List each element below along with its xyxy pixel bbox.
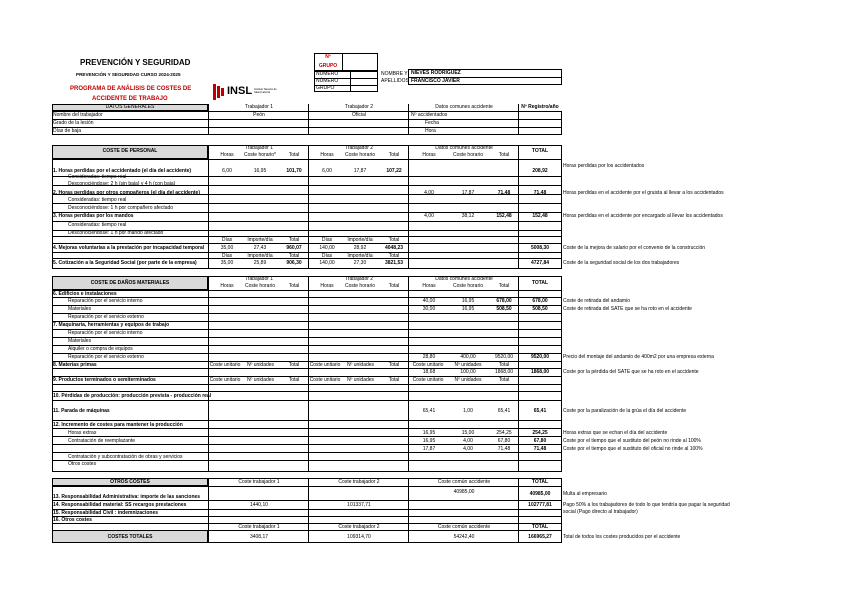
- r2-v2: 71,48: [497, 190, 511, 196]
- r13-v0: 40985,00: [453, 489, 475, 495]
- totals-label: COSTES TOTALES: [107, 534, 153, 540]
- otros-r16: 16. Otros costes: [53, 517, 92, 523]
- note-13: Coste por el tiempo que el sustituto del oficial no rinde al 100%: [563, 446, 703, 452]
- note-16: Total de todos los costes producidos por el accidente: [563, 534, 681, 540]
- name-2: FRANCISCO JAVIER: [411, 78, 460, 84]
- r12c-v2: 71,48: [497, 446, 511, 452]
- r3-total: 152,48: [532, 213, 548, 219]
- logo-sub: Instituto Navarro de Salud Laboral: [254, 88, 277, 94]
- r5-v0: 35,00: [220, 260, 234, 266]
- r4-v1: 27,43: [253, 245, 267, 251]
- r8-ut3: Total: [498, 362, 510, 368]
- otros-r13: 13. Responsabilidad Administrativa: importe de las sanciones: [53, 494, 201, 500]
- program-line2: ACCIDENTE DE TRABAJO: [92, 96, 168, 102]
- otros-c2b: Coste trabajador 2: [338, 524, 380, 530]
- danos-t1: Trabajador 1: [244, 276, 274, 282]
- name-label-2: APELLIDOS: [381, 78, 409, 84]
- pc-t1: Total: [288, 152, 300, 158]
- r11-v0: 65,41: [422, 408, 436, 414]
- dc-c1: Coste horario: [244, 283, 275, 289]
- r4-v4: 28,92: [353, 245, 367, 251]
- otros-c3b: Coste común accidente: [437, 524, 491, 530]
- logo-text: INSL: [227, 85, 253, 97]
- pc-h2: Horas: [320, 152, 334, 158]
- r9-uc3: Coste unitario: [412, 377, 444, 383]
- r1-v5: 107,22: [386, 168, 402, 174]
- r8-ut2: Total: [388, 362, 400, 368]
- r7d-v0: 28,80: [422, 354, 436, 360]
- personal-r4-label: 4. Mejoras voluntarias a la prestación por incapacidad temporal: [53, 245, 205, 251]
- danos-r6-a: Reparación por el servicio interno: [68, 298, 143, 304]
- r8-uc1: Coste unitario: [209, 362, 241, 368]
- r5-v4: 27,30: [353, 260, 367, 266]
- datos-row-nombre: Nombre del trabajador: [53, 112, 103, 118]
- totals-comun: 54242,40: [453, 534, 475, 540]
- datos-c-accidentados: Nº accidentados: [411, 112, 448, 118]
- note-12: Coste por el tiempo que el sustituto del peón no rinde al 100%: [563, 438, 701, 444]
- r1-v1: 16,95: [253, 168, 267, 174]
- datos-c-hora: Hora: [425, 128, 436, 134]
- r9-ut3: Total: [498, 377, 510, 383]
- personal-r3-b: Desconociéndose: 1 h por mando afectado: [68, 230, 164, 236]
- doc-title: PREVENCIÓN Y SEGURIDAD: [80, 58, 191, 67]
- r7d-total: 9520,00: [530, 354, 550, 360]
- danos-r7-b: Materiales: [68, 338, 92, 344]
- r9-un3: Nº unidades: [454, 377, 482, 383]
- r8-un1: Nº unidades: [246, 362, 275, 368]
- n-label: Nº: [325, 54, 331, 60]
- r3-v2: 152,48: [496, 213, 512, 219]
- otros-r15: 15. Responsabilidad Civil : indemnizaciones: [53, 510, 159, 516]
- r4-total: 5008,30: [530, 245, 550, 251]
- pc-t3: Total: [498, 152, 510, 158]
- personal-r3-label: 3. Horas perdidas por los mandos: [53, 213, 134, 219]
- pc-c1: Coste horario*: [244, 152, 276, 158]
- r8-total: 1868,00: [530, 369, 550, 375]
- dc-h2: Horas: [320, 283, 334, 289]
- note-3: Horas perdidas en el accidente por encargado al llevar los accidentados: [563, 213, 723, 219]
- r1-v3: 6,00: [322, 168, 332, 174]
- r9-uc2: Coste unitario: [309, 377, 341, 383]
- totals-grand: 166965,27: [528, 534, 552, 540]
- r11-v2: 65,41: [497, 408, 511, 414]
- field-grupo: GRUPO: [316, 85, 335, 91]
- danos-r12-a: Horas extras: [68, 430, 97, 436]
- dc-h3: Horas: [422, 283, 436, 289]
- r12a-v1: 15,00: [461, 430, 475, 436]
- danos-t2: Trabajador 2: [344, 276, 374, 282]
- r5-v3: 140,00: [319, 260, 335, 266]
- field-numero-2: NÚMERO: [316, 78, 339, 84]
- dias-i1: Importe/día: [247, 237, 273, 243]
- r6b-v0: 30,00: [422, 306, 436, 312]
- r12c-total: 71,48: [533, 446, 547, 452]
- danos-r11: 11. Parada de máquinas: [53, 408, 110, 414]
- r5-v2: 906,30: [286, 260, 302, 266]
- note-9: Coste por la pérdida del SATE que se ha roto en el accidente: [563, 369, 699, 375]
- danos-r6: 6. Edificios e instalaciones: [53, 291, 117, 297]
- r12a-total: 254,25: [532, 430, 548, 436]
- r8-v0: 18,68: [422, 369, 436, 375]
- dc-t3: Total: [498, 283, 510, 289]
- dc-c2: Coste horario: [344, 283, 375, 289]
- dias-h2: Días: [321, 237, 333, 243]
- dias2-t1: Total: [288, 253, 300, 259]
- danos-r7: 7. Maquinaria, herramientas y equipos de trabajo: [53, 322, 170, 328]
- pc-c3: Coste horario: [452, 152, 483, 158]
- personal-title: COSTE DE PERSONAL: [102, 148, 158, 154]
- note-5: Coste de la seguridad social de los dos trabajadores: [563, 260, 680, 266]
- name-1: NIEVES RODRIGUEZ: [411, 70, 461, 76]
- r8-uc3: Coste unitario: [412, 362, 444, 368]
- r8-un2: Nº unidades: [346, 362, 375, 368]
- r7d-v2: 9520,00: [494, 354, 514, 360]
- note-6: Coste de retirada del andamio: [563, 298, 630, 304]
- dias2-i1: Importe/día: [247, 253, 273, 259]
- r2-v1: 17,87: [461, 190, 475, 196]
- logo-mark-icon: [212, 83, 226, 101]
- r14-total: 102777,81: [528, 502, 552, 508]
- datos-registro: Nº Registro/año: [521, 104, 559, 110]
- insl-logo: [212, 83, 282, 101]
- dc-t2: Total: [388, 283, 400, 289]
- dias-h1: Días: [221, 237, 233, 243]
- personal-total: TOTAL: [531, 148, 549, 154]
- dias-t1: Total: [288, 237, 300, 243]
- r9-ut1: Total: [288, 377, 300, 383]
- danos-r8: 8. Materias primas: [53, 362, 97, 368]
- r11-v1: 1,00: [463, 408, 473, 414]
- r12a-v0: 16,95: [422, 430, 436, 436]
- otros-c1: Coste trabajador 1: [238, 479, 280, 485]
- course-label: PREVENCIÓN Y SEGURIDAD CURSO 2024-2025: [76, 72, 181, 77]
- datos-row-dias: Días de baja: [53, 128, 82, 134]
- r4-v2: 960,07: [286, 245, 302, 251]
- r8-v1: 100,00: [460, 369, 476, 375]
- group-label: GRUPO: [318, 63, 338, 69]
- dias-t2: Total: [388, 237, 400, 243]
- datos-title: DATOS GENERALES: [105, 104, 155, 110]
- note-11: Horas extras que se echan el día del accidente: [563, 430, 668, 436]
- note-10: Coste por la paralización de la grúa el día del accidente: [563, 408, 687, 414]
- dias2-h2: Días: [321, 253, 333, 259]
- program-line1: PROGRAMA DE ANÁLISIS DE COSTES DE: [70, 86, 192, 92]
- danos-comunes: Datos comunes accidente: [435, 276, 493, 282]
- r9-un1: Nº unidades: [246, 377, 275, 383]
- group-value-cell[interactable]: [342, 53, 378, 71]
- pc-h3: Horas: [422, 152, 436, 158]
- danos-total: TOTAL: [531, 280, 549, 286]
- datos-comunes: Datos comunes accidente: [435, 104, 493, 110]
- r4-v0: 35,00: [220, 245, 234, 251]
- r1-total: 208,92: [532, 168, 548, 174]
- otros-r14: 14. Responsabilidad material: SS recargos prestaciones: [53, 502, 187, 508]
- r13-total: 40985,00: [529, 491, 551, 497]
- r5-total: 4727,84: [530, 260, 550, 266]
- danos-r12-c: Contratación y subcontratación de obras y servicios: [68, 454, 183, 460]
- name-label-1: NOMBRE Y: [381, 71, 408, 77]
- r6b-v2: 508,50: [496, 306, 512, 312]
- personal-r2-b: Desconociéndose: 1 h por compañero afectado: [68, 205, 174, 211]
- r6a-v1: 16,95: [461, 298, 475, 304]
- r12b-v0: 16,95: [422, 438, 436, 444]
- personal-r2-label: 2. Horas perdidas por otros compañeros (el día del accidente): [53, 190, 200, 196]
- r4-v5: 4048,23: [384, 245, 404, 251]
- otros-c2: Coste trabajador 2: [338, 479, 380, 485]
- r6b-total: 508,50: [532, 306, 548, 312]
- r12b-total: 67,80: [533, 438, 547, 444]
- r12c-v1: 4,00: [463, 446, 473, 452]
- danos-r6-c: Reparación por el servicio externo: [68, 314, 144, 320]
- r1-v0: 6,00: [222, 168, 232, 174]
- r2-total: 71,48: [533, 190, 547, 196]
- r12b-v1: 4,00: [463, 438, 473, 444]
- r12a-v2: 254,25: [496, 430, 512, 436]
- personal-r1-label: 1. Horas perdidas por el accidentado (el día del accidente): [53, 168, 192, 174]
- r6a-v2: 678,00: [496, 298, 512, 304]
- otros-c1b: Coste trabajador 1: [238, 524, 280, 530]
- r7d-v1: 400,00: [460, 354, 476, 360]
- otros-c3: Coste común accidente: [437, 479, 491, 485]
- otros-title: OTROS COSTES: [110, 479, 150, 485]
- r11-total: 65,41: [533, 408, 547, 414]
- personal-t1: Trabajador 1: [244, 145, 274, 151]
- personal-t2: Trabajador 2: [344, 145, 374, 151]
- field-numero-1: NÚMERO: [316, 71, 339, 77]
- r5-v1: 25,89: [253, 260, 267, 266]
- danos-r12-b: Contratación de reemplazante: [68, 438, 135, 444]
- datos-t2: Trabajador 2: [344, 104, 374, 110]
- dc-c3: Coste horario: [452, 283, 483, 289]
- r9-ut2: Total: [388, 377, 400, 383]
- pc-h1: Horas: [220, 152, 234, 158]
- r3-v1: 38,12: [461, 213, 475, 219]
- danos-r9: 9. Productos terminados o semiterminados: [53, 377, 156, 383]
- danos-title: COSTE DE DAÑOS MATERIALES: [90, 280, 170, 286]
- r8-v2: 1868,00: [494, 369, 514, 375]
- personal-r1-b: Desconociéndose: 2 h (sin baja) y 4 h (con baja): [68, 181, 176, 187]
- dias2-h1: Días: [221, 253, 233, 259]
- totals-t1: 3408,17: [249, 534, 269, 540]
- danos-r12-d: Otros costes: [68, 461, 97, 467]
- r12c-v0: 17,87: [422, 446, 436, 452]
- note-14: Multa al empresario: [563, 491, 607, 497]
- r1-v2: 101,70: [286, 168, 302, 174]
- dias-i2: Importe/día: [347, 237, 373, 243]
- dias2-t2: Total: [388, 253, 400, 259]
- r6b-v1: 16,95: [461, 306, 475, 312]
- dc-t1: Total: [288, 283, 300, 289]
- r1-v4: 17,87: [353, 168, 367, 174]
- personal-comunes: Datos comunes accidente: [435, 145, 493, 151]
- r14-v0: 1440,10: [249, 502, 269, 508]
- dc-h1: Horas: [220, 283, 234, 289]
- note-15b: social (Pago directo al trabajador): [563, 509, 638, 515]
- pc-c2: Coste horario: [344, 152, 375, 158]
- danos-r7-d: Reparación por el servicio externo: [68, 354, 144, 360]
- otros-c4b: TOTAL: [531, 524, 549, 530]
- danos-r7-a: Reparación por el servicio interno: [68, 330, 143, 336]
- note-1: Horas perdidas por los accidentados: [563, 163, 645, 169]
- r12b-v2: 67,80: [497, 438, 511, 444]
- r2-v0: 4,00: [424, 190, 434, 196]
- note-2: Horas perdidas en el accidente por el gruista al llevar a los accidentados: [563, 190, 724, 196]
- danos-r10: 10. Pérdidas de producción: producción prevista - producción real: [53, 393, 212, 399]
- danos-r6-b: Materiales: [68, 306, 92, 312]
- pc-t2: Total: [388, 152, 400, 158]
- totals-t2: 109314,70: [347, 534, 371, 540]
- note-15a: Pago 50% a los trabajadores de todo lo que tendría que pagar la seguridad: [563, 502, 730, 508]
- r9-un2: Nº unidades: [346, 377, 375, 383]
- r6a-v0: 40,00: [422, 298, 436, 304]
- personal-r5-label: 5. Cotización a la Seguridad Social (por parte de la empresa): [53, 260, 197, 266]
- r5-v5: 3821,53: [384, 260, 404, 266]
- danos-r12: 12. Incremento de costes para mantener la producción: [53, 422, 183, 428]
- danos-r7-c: Alquiler o compra de equipos: [68, 346, 133, 352]
- note-4: Coste de la mejora de salario por el convenio de la construcción: [563, 245, 706, 251]
- r3-v0: 4,00: [424, 213, 434, 219]
- r8-ut1: Total: [288, 362, 300, 368]
- r8-uc2: Coste unitario: [309, 362, 341, 368]
- note-8: Precio del montaje del andamio de 400m2 por una empresa externa: [563, 354, 714, 360]
- note-7: Coste de retirada del SATE que se ha roto en el accidente: [563, 306, 692, 312]
- otros-c4: TOTAL: [531, 479, 549, 485]
- r9-uc1: Coste unitario: [209, 377, 241, 383]
- r6a-total: 678,00: [532, 298, 548, 304]
- personal-r3-a: Consideradas: tiempo real: [68, 222, 127, 228]
- personal-r1-a: Consideradas: tiempo real: [68, 174, 127, 180]
- datos-t1-val: Peón: [253, 112, 265, 118]
- datos-c-fecha: Fecha: [425, 120, 439, 126]
- r4-v3: 140,00: [319, 245, 335, 251]
- r14-v1: 101337,71: [347, 502, 371, 508]
- datos-t1: Trabajador 1: [244, 104, 274, 110]
- dias2-i2: Importe/día: [347, 253, 373, 259]
- personal-r2-a: Consideradas: tiempo real: [68, 197, 127, 203]
- datos-row-grado: Grado de la lesión: [53, 120, 94, 126]
- datos-t2-val: Oficial: [352, 112, 366, 118]
- r8-un3: Nº unidades: [454, 362, 482, 368]
